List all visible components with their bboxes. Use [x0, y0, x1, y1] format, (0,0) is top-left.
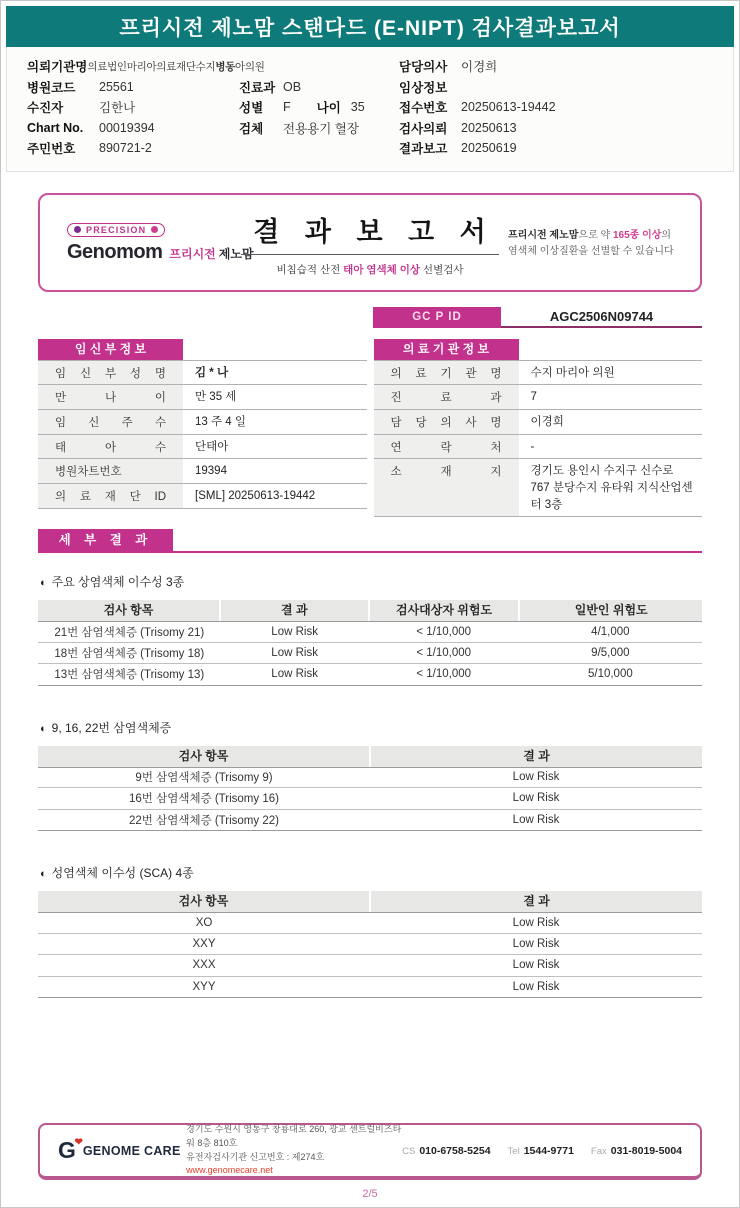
report-date-label: 결과보고 — [399, 142, 448, 157]
footer-address-line2: 유전자검사기관 신고번호 : 제274호 — [186, 1151, 325, 1162]
doctor-label: 담당의사 — [399, 60, 448, 75]
rrn-label: 주민번호 — [27, 142, 76, 157]
tel-contact: Tel 1544-9771 — [507, 1144, 574, 1157]
clinic-info-table — [374, 339, 703, 518]
requesting-org-row — [27, 56, 265, 77]
chart-no-row — [27, 118, 239, 139]
detail-section-title: 세 부 결 과 — [38, 529, 173, 551]
table-row: 임 신 부 성 명 김 * 나 — [38, 361, 367, 386]
website-link[interactable]: www.genomecare.net — [186, 1165, 273, 1176]
table-row: XYY Low Risk — [38, 977, 702, 999]
sex-label: 성별 — [239, 101, 264, 116]
report-main-title: 결 과 보 고 서 — [241, 210, 498, 255]
half-circle-bullet-icon: ◐ — [40, 868, 47, 881]
genome-care-logo — [58, 1139, 186, 1162]
request-date-value: 20250613 — [461, 120, 517, 135]
doctor-value: 이경희 — [461, 60, 498, 75]
half-circle-bullet-icon: ◐ — [40, 722, 47, 735]
info-tables — [38, 339, 702, 518]
rrn-row — [27, 138, 239, 159]
dept-row — [239, 77, 399, 98]
patient-header — [6, 47, 734, 172]
table-header-row: 검사 항목 결 과 — [38, 891, 702, 912]
request-date-label: 검사의뢰 — [399, 121, 448, 136]
report-date-row — [399, 138, 713, 159]
table-row: XO Low Risk — [38, 912, 702, 934]
sex-age-row — [239, 97, 399, 118]
doctor-row — [399, 56, 713, 77]
table-row: 18번 삼염색체증 (Trisomy 18) Low Risk < 1/10,000 9/5,000 — [38, 643, 702, 665]
badge-dot-right-icon — [151, 226, 158, 233]
report-body — [1, 193, 739, 999]
maternal-info-title: 임 신 부 정 보 — [38, 339, 183, 360]
maternal-info-table — [38, 339, 367, 518]
table-row: 소 재 지 경기도 용인시 수지구 신수로 767 분당수지 유타워 지식산업센터 3층 — [374, 459, 703, 517]
age-value: 35 — [350, 100, 365, 115]
request-date-row — [399, 118, 713, 139]
clinic-info-rows — [374, 360, 703, 518]
trisomy-9-16-22-table — [38, 746, 702, 832]
table3-caption: ◐ 성염색체 이수성 (SCA) 4종 — [40, 866, 194, 881]
specimen-label: 검체 — [239, 121, 264, 136]
table-row: 22번 삼염색체증 (Trisomy 22) Low Risk — [38, 810, 702, 832]
chart-no-value: 00019394 — [99, 120, 155, 135]
footer-address — [186, 1123, 402, 1179]
patient-name-value: 김한나 — [99, 101, 136, 116]
brand-kr-precision: 프리시전 — [169, 247, 216, 261]
table1-caption: ◐ 주요 상염색체 이수성 3종 — [40, 575, 185, 590]
table-row: 의 료 기 관 명 수지 마리아 의원 — [374, 361, 703, 386]
table-row: 21번 삼염색체증 (Trisomy 21) Low Risk < 1/10,000 4/1,000 — [38, 621, 702, 643]
patient-header-col2 — [239, 56, 399, 159]
report-title: 프리시전 제노맘 스탠다드 (E-NIPT) 검사결과보고서 — [119, 16, 621, 40]
receipt-no-row — [399, 97, 713, 118]
footer-contacts — [402, 1145, 682, 1157]
cs-contact: CS 010-6758-5254 — [402, 1144, 491, 1157]
dept-value: OB — [283, 79, 302, 94]
brand-name: Genomom — [67, 241, 163, 263]
table-row: 태 아 수 단태아 — [38, 435, 367, 460]
genome-care-name: GENOME CARE — [82, 1143, 181, 1158]
table-row: 만 나 이 만 35 세 — [38, 385, 367, 410]
table-row: 진 료 과 7 — [374, 385, 703, 410]
gcpid-value: AGC2506N09744 — [501, 307, 702, 328]
clinic-info-title: 의 료 기 관 정 보 — [374, 339, 519, 360]
chart-no-label: Chart No. — [27, 120, 84, 135]
gcpid-row — [373, 307, 702, 328]
table-row: XXY Low Risk — [38, 934, 702, 956]
maternal-info-rows — [38, 360, 367, 509]
table-header-row: 검사 항목 결 과 — [38, 746, 702, 767]
hospital-code-value: 25561 — [99, 79, 134, 94]
badge-dot-left-icon — [74, 226, 81, 233]
half-circle-bullet-icon: ◐ — [40, 577, 47, 590]
report-header-box — [38, 193, 702, 292]
genomom-logo — [40, 220, 254, 264]
receipt-no-value: 20250613-19442 — [461, 100, 556, 115]
hospital-code-row — [27, 77, 239, 98]
sex-value: F — [283, 100, 291, 115]
table-row: 임 신 주 수 13 주 4 일 — [38, 410, 367, 435]
footer-address-line1: 경기도 수원시 영통구 창룡대로 260, 광교 센트럴비즈타워 8층 810호 — [186, 1123, 402, 1148]
report-subtitle: 비침습적 산전 태아 염색체 이상 선별검사 — [276, 263, 464, 276]
brand-line — [67, 241, 254, 264]
table-row: 연 락 처 - — [374, 435, 703, 460]
patient-header-col3 — [399, 56, 713, 159]
clinical-info-label: 임상정보 — [399, 80, 448, 95]
heart-icon: ❤ — [74, 1137, 83, 1148]
autosome-result-table — [38, 600, 702, 686]
clinical-info-row — [399, 77, 713, 98]
requesting-org-value: 의료법인마리아의료재단수지병동아의원 — [87, 60, 265, 73]
table-row: 13번 삼염색체증 (Trisomy 13) Low Risk < 1/10,000 5/10,000 — [38, 664, 702, 686]
footer — [38, 1123, 702, 1180]
report-main-title-block — [230, 210, 510, 277]
spacer-row — [239, 56, 399, 77]
detail-section-bar — [38, 531, 702, 553]
age-label: 나이 — [316, 101, 341, 116]
rrn-value: 890721-2 — [99, 141, 152, 156]
dept-label: 진료과 — [239, 80, 276, 95]
precision-badge-text: PRECISION — [86, 224, 147, 235]
table-row: 담 당 의 사 명 이경희 — [374, 410, 703, 435]
table-header-row: 검사 항목 결 과 검사대상자 위험도 일반인 위험도 — [38, 600, 702, 621]
requesting-org-label: 의뢰기관명 — [27, 60, 88, 75]
patient-name-row — [27, 97, 239, 118]
receipt-no-label: 접수번호 — [399, 101, 448, 116]
precision-badge — [67, 223, 165, 237]
table-row: 의 료 재 단 ID [SML] 20250613-19442 — [38, 484, 367, 509]
genome-care-logo-icon: G ❤ — [58, 1137, 83, 1163]
brand-kr-genomom: 제노맘 — [218, 247, 254, 261]
specimen-value: 전용용기 혈장 — [283, 121, 359, 136]
fax-contact: Fax 031-8019-5004 — [590, 1144, 682, 1157]
page-number: 2/5 — [362, 1188, 378, 1200]
table-row: XXX Low Risk — [38, 955, 702, 977]
table-row: 16번 삼염색체증 (Trisomy 16) Low Risk — [38, 788, 702, 810]
hospital-code-label: 병원코드 — [27, 80, 76, 95]
gcpid-label: GC P ID — [373, 307, 501, 328]
patient-name-label: 수진자 — [27, 101, 64, 116]
specimen-row — [239, 118, 399, 139]
report-tagline: 프리시전 제노맘으로 약 165종 이상의 염색체 이상질환을 선별할 수 있습니다 — [508, 229, 674, 257]
table2-caption: ◐ 9, 16, 22번 삼염색체증 — [40, 720, 172, 735]
report-date-value: 20250619 — [461, 141, 517, 156]
report-title-bar — [6, 6, 734, 47]
table-row: 병원차트번호 19394 — [38, 459, 367, 484]
sca-result-table — [38, 891, 702, 998]
table-row: 9번 삼염색체증 (Trisomy 9) Low Risk — [38, 767, 702, 789]
